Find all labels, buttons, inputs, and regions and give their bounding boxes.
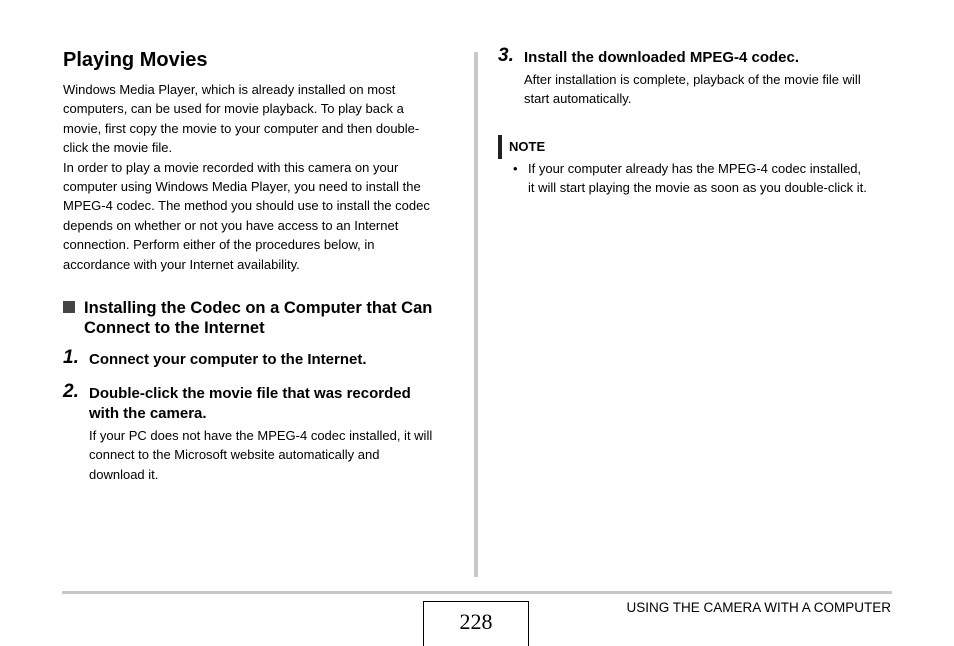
section-heading — [63, 298, 458, 338]
section-heading-line: Connect to the Internet — [84, 319, 265, 338]
note-box — [498, 135, 898, 198]
intro-line: movie, first copy the movie to your computer and then double- — [63, 120, 420, 136]
intro-line: connection. Perform either of the procedures below, in — [63, 237, 375, 253]
bullet-icon: • — [513, 160, 518, 176]
intro-line: click the movie file. — [63, 140, 173, 156]
step-title: Connect your computer to the Internet. — [89, 351, 367, 369]
square-bullet-icon — [63, 301, 75, 313]
step-desc-line: start automatically. — [524, 91, 632, 107]
step-description — [89, 426, 458, 484]
step-number: 3. — [498, 45, 514, 66]
step-number: 2. — [63, 381, 79, 403]
step-1 — [63, 347, 458, 370]
step-2 — [63, 381, 458, 484]
section-heading-line: Installing the Codec on a Computer that Can — [84, 299, 433, 318]
column-divider — [474, 52, 478, 577]
step-description — [524, 70, 898, 109]
step-title-line: with the camera. — [89, 405, 207, 423]
step-3 — [498, 45, 898, 109]
step-title — [89, 384, 458, 424]
left-column — [63, 46, 458, 484]
intro-line: computer using Windows Media Player, you need to install the — [63, 179, 421, 195]
note-header — [498, 135, 898, 159]
note-item — [498, 159, 898, 198]
intro-line: Windows Media Player, which is already installed on most — [63, 82, 396, 97]
step-title: Install the downloaded MPEG-4 codec. — [524, 49, 800, 66]
right-column — [498, 46, 898, 198]
step-desc-line: download it. — [89, 466, 159, 482]
note-line: it will start playing the movie as soon as you double-click it. — [528, 180, 867, 196]
page-title: Playing Movies — [63, 49, 208, 71]
page-number: 228 — [423, 601, 529, 646]
note-line: If your computer already has the MPEG-4 codec installed, — [528, 160, 862, 176]
step-desc-line: If your PC does not have the MPEG-4 codec installed, it will — [89, 428, 433, 444]
footer-rule — [62, 591, 892, 594]
step-number: 1. — [63, 347, 79, 369]
intro-line: accordance with your Internet availability. — [63, 256, 300, 272]
intro-line: In order to play a movie recorded with this camera on your — [63, 159, 399, 175]
note-label: NOTE — [509, 139, 546, 155]
intro-line: depends on whether or not you have access to an Internet — [63, 217, 399, 233]
footer-section-title: USING THE CAMERA WITH A COMPUTER — [626, 600, 891, 615]
step-desc-line: connect to the Microsoft website automatically and — [89, 447, 380, 463]
intro-paragraph — [63, 80, 458, 274]
step-desc-line: After installation is complete, playback of the movie file will — [524, 72, 861, 87]
intro-line: computers, can be used for movie playback. To play back a — [63, 101, 404, 117]
note-bar-icon — [498, 135, 502, 159]
intro-line: MPEG-4 codec. The method you should use to install the codec — [63, 198, 430, 214]
step-title-line: Double-click the movie file that was recorded — [89, 385, 411, 403]
